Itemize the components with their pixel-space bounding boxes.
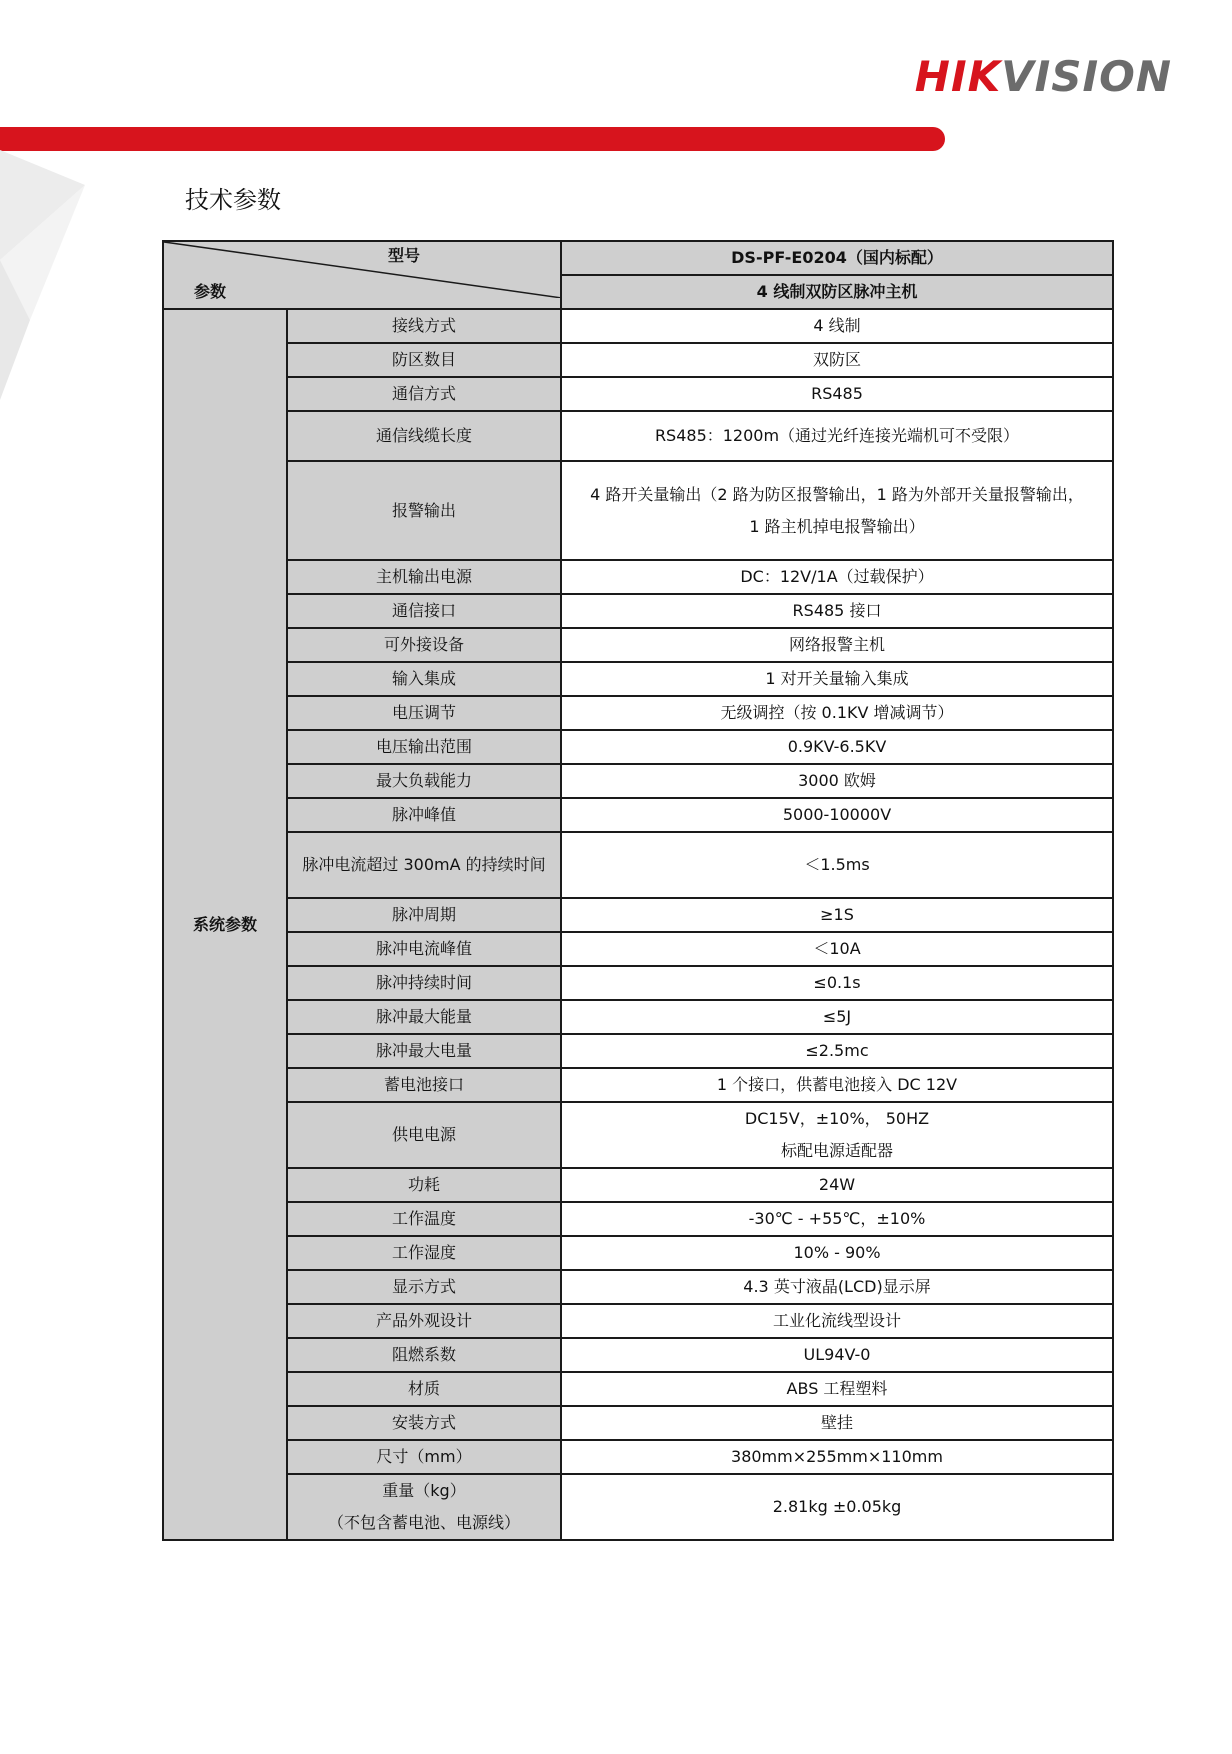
param-value: ≤2.5mc (561, 1034, 1113, 1068)
param-value: 5000-10000V (561, 798, 1113, 832)
param-name: 最大负载能力 (287, 764, 561, 798)
param-value: 10% - 90% (561, 1236, 1113, 1270)
param-name: 报警输出 (287, 461, 561, 560)
brand-logo-vision: VISION (1001, 52, 1172, 101)
param-value: UL94V-0 (561, 1338, 1113, 1372)
decorative-watermark (0, 150, 90, 410)
param-value: 0.9KV-6.5KV (561, 730, 1113, 764)
param-value: 1 个接口，供蓄电池接入 DC 12V (561, 1068, 1113, 1102)
param-name: 主机输出电源 (287, 560, 561, 594)
param-value: DC：12V/1A（过载保护） (561, 560, 1113, 594)
param-name: 显示方式 (287, 1270, 561, 1304)
param-name: 防区数目 (287, 343, 561, 377)
param-name: 供电电源 (287, 1102, 561, 1168)
param-value: 双防区 (561, 343, 1113, 377)
param-value: 380mm×255mm×110mm (561, 1440, 1113, 1474)
param-name: 脉冲电流峰值 (287, 932, 561, 966)
param-value: RS485：1200m（通过光纤连接光端机可不受限） (561, 411, 1113, 461)
brand-logo-hik: HIK (914, 52, 1002, 101)
param-name-line: （不包含蓄电池、电源线） (327, 1513, 520, 1532)
param-name: 产品外观设计 (287, 1304, 561, 1338)
param-value: 4.3 英寸液晶(LCD)显示屏 (561, 1270, 1113, 1304)
param-name: 可外接设备 (287, 628, 561, 662)
param-name: 接线方式 (287, 309, 561, 343)
param-value: RS485 (561, 377, 1113, 411)
param-name: 工作湿度 (287, 1236, 561, 1270)
page-title: 技术参数 (185, 186, 281, 214)
spec-table (162, 240, 1114, 1541)
corner-param-label: 参数 (194, 282, 227, 301)
param-value: 1 对开关量输入集成 (561, 662, 1113, 696)
param-name: 安装方式 (287, 1406, 561, 1440)
param-value: 2.81kg ±0.05kg (561, 1474, 1113, 1540)
param-name: 功耗 (287, 1168, 561, 1202)
param-value: ≥1S (561, 898, 1113, 932)
param-name-line: 重量（kg） (382, 1481, 466, 1500)
param-name: 脉冲峰值 (287, 798, 561, 832)
brand-logo (914, 52, 1172, 101)
param-name: 脉冲周期 (287, 898, 561, 932)
group-label-system-params: 系统参数 (163, 309, 287, 1540)
param-value-line: 4 路开关量输出（2 路为防区报警输出，1 路为外部开关量报警输出， (590, 484, 1084, 504)
header-red-bar (0, 127, 945, 151)
param-value: ＜10A (561, 932, 1113, 966)
param-value: 工业化流线型设计 (561, 1304, 1113, 1338)
param-name: 电压调节 (287, 696, 561, 730)
param-value: RS485 接口 (561, 594, 1113, 628)
table-corner-header (163, 241, 561, 309)
param-name-multiline (287, 1474, 561, 1540)
param-value: ≤5J (561, 1000, 1113, 1034)
param-value: 24W (561, 1168, 1113, 1202)
param-value: 4 线制 (561, 309, 1113, 343)
param-value: 3000 欧姆 (561, 764, 1113, 798)
param-value: 无级调控（按 0.1KV 增减调节） (561, 696, 1113, 730)
param-value: ≤0.1s (561, 966, 1113, 1000)
param-name: 脉冲最大能量 (287, 1000, 561, 1034)
param-name: 阻燃系数 (287, 1338, 561, 1372)
param-name: 尺寸（mm） (287, 1440, 561, 1474)
param-name: 脉冲持续时间 (287, 966, 561, 1000)
param-name: 蓄电池接口 (287, 1068, 561, 1102)
model-name: DS-PF-E0204（国内标配） (561, 241, 1113, 275)
param-name: 材质 (287, 1372, 561, 1406)
model-description: 4 线制双防区脉冲主机 (561, 275, 1113, 309)
param-value: ＜1.5ms (561, 832, 1113, 898)
param-value: 壁挂 (561, 1406, 1113, 1440)
param-name: 工作温度 (287, 1202, 561, 1236)
param-name: 输入集成 (287, 662, 561, 696)
param-name: 脉冲电流超过 300mA 的持续时间 (287, 832, 561, 898)
param-value-multiline (561, 461, 1113, 560)
corner-model-label: 型号 (387, 246, 420, 265)
param-name: 电压输出范围 (287, 730, 561, 764)
param-value-multiline (561, 1102, 1113, 1168)
param-value-line: DC15V，±10%， 50HZ (744, 1109, 930, 1128)
param-name: 脉冲最大电量 (287, 1034, 561, 1068)
param-name: 通信线缆长度 (287, 411, 561, 461)
param-value-line: 1 路主机掉电报警输出） (749, 516, 925, 536)
param-name: 通信方式 (287, 377, 561, 411)
param-value: -30℃ - +55℃，±10% (561, 1202, 1113, 1236)
param-value-line: 标配电源适配器 (780, 1141, 893, 1160)
param-value: ABS 工程塑料 (561, 1372, 1113, 1406)
param-value: 网络报警主机 (561, 628, 1113, 662)
param-name: 通信接口 (287, 594, 561, 628)
